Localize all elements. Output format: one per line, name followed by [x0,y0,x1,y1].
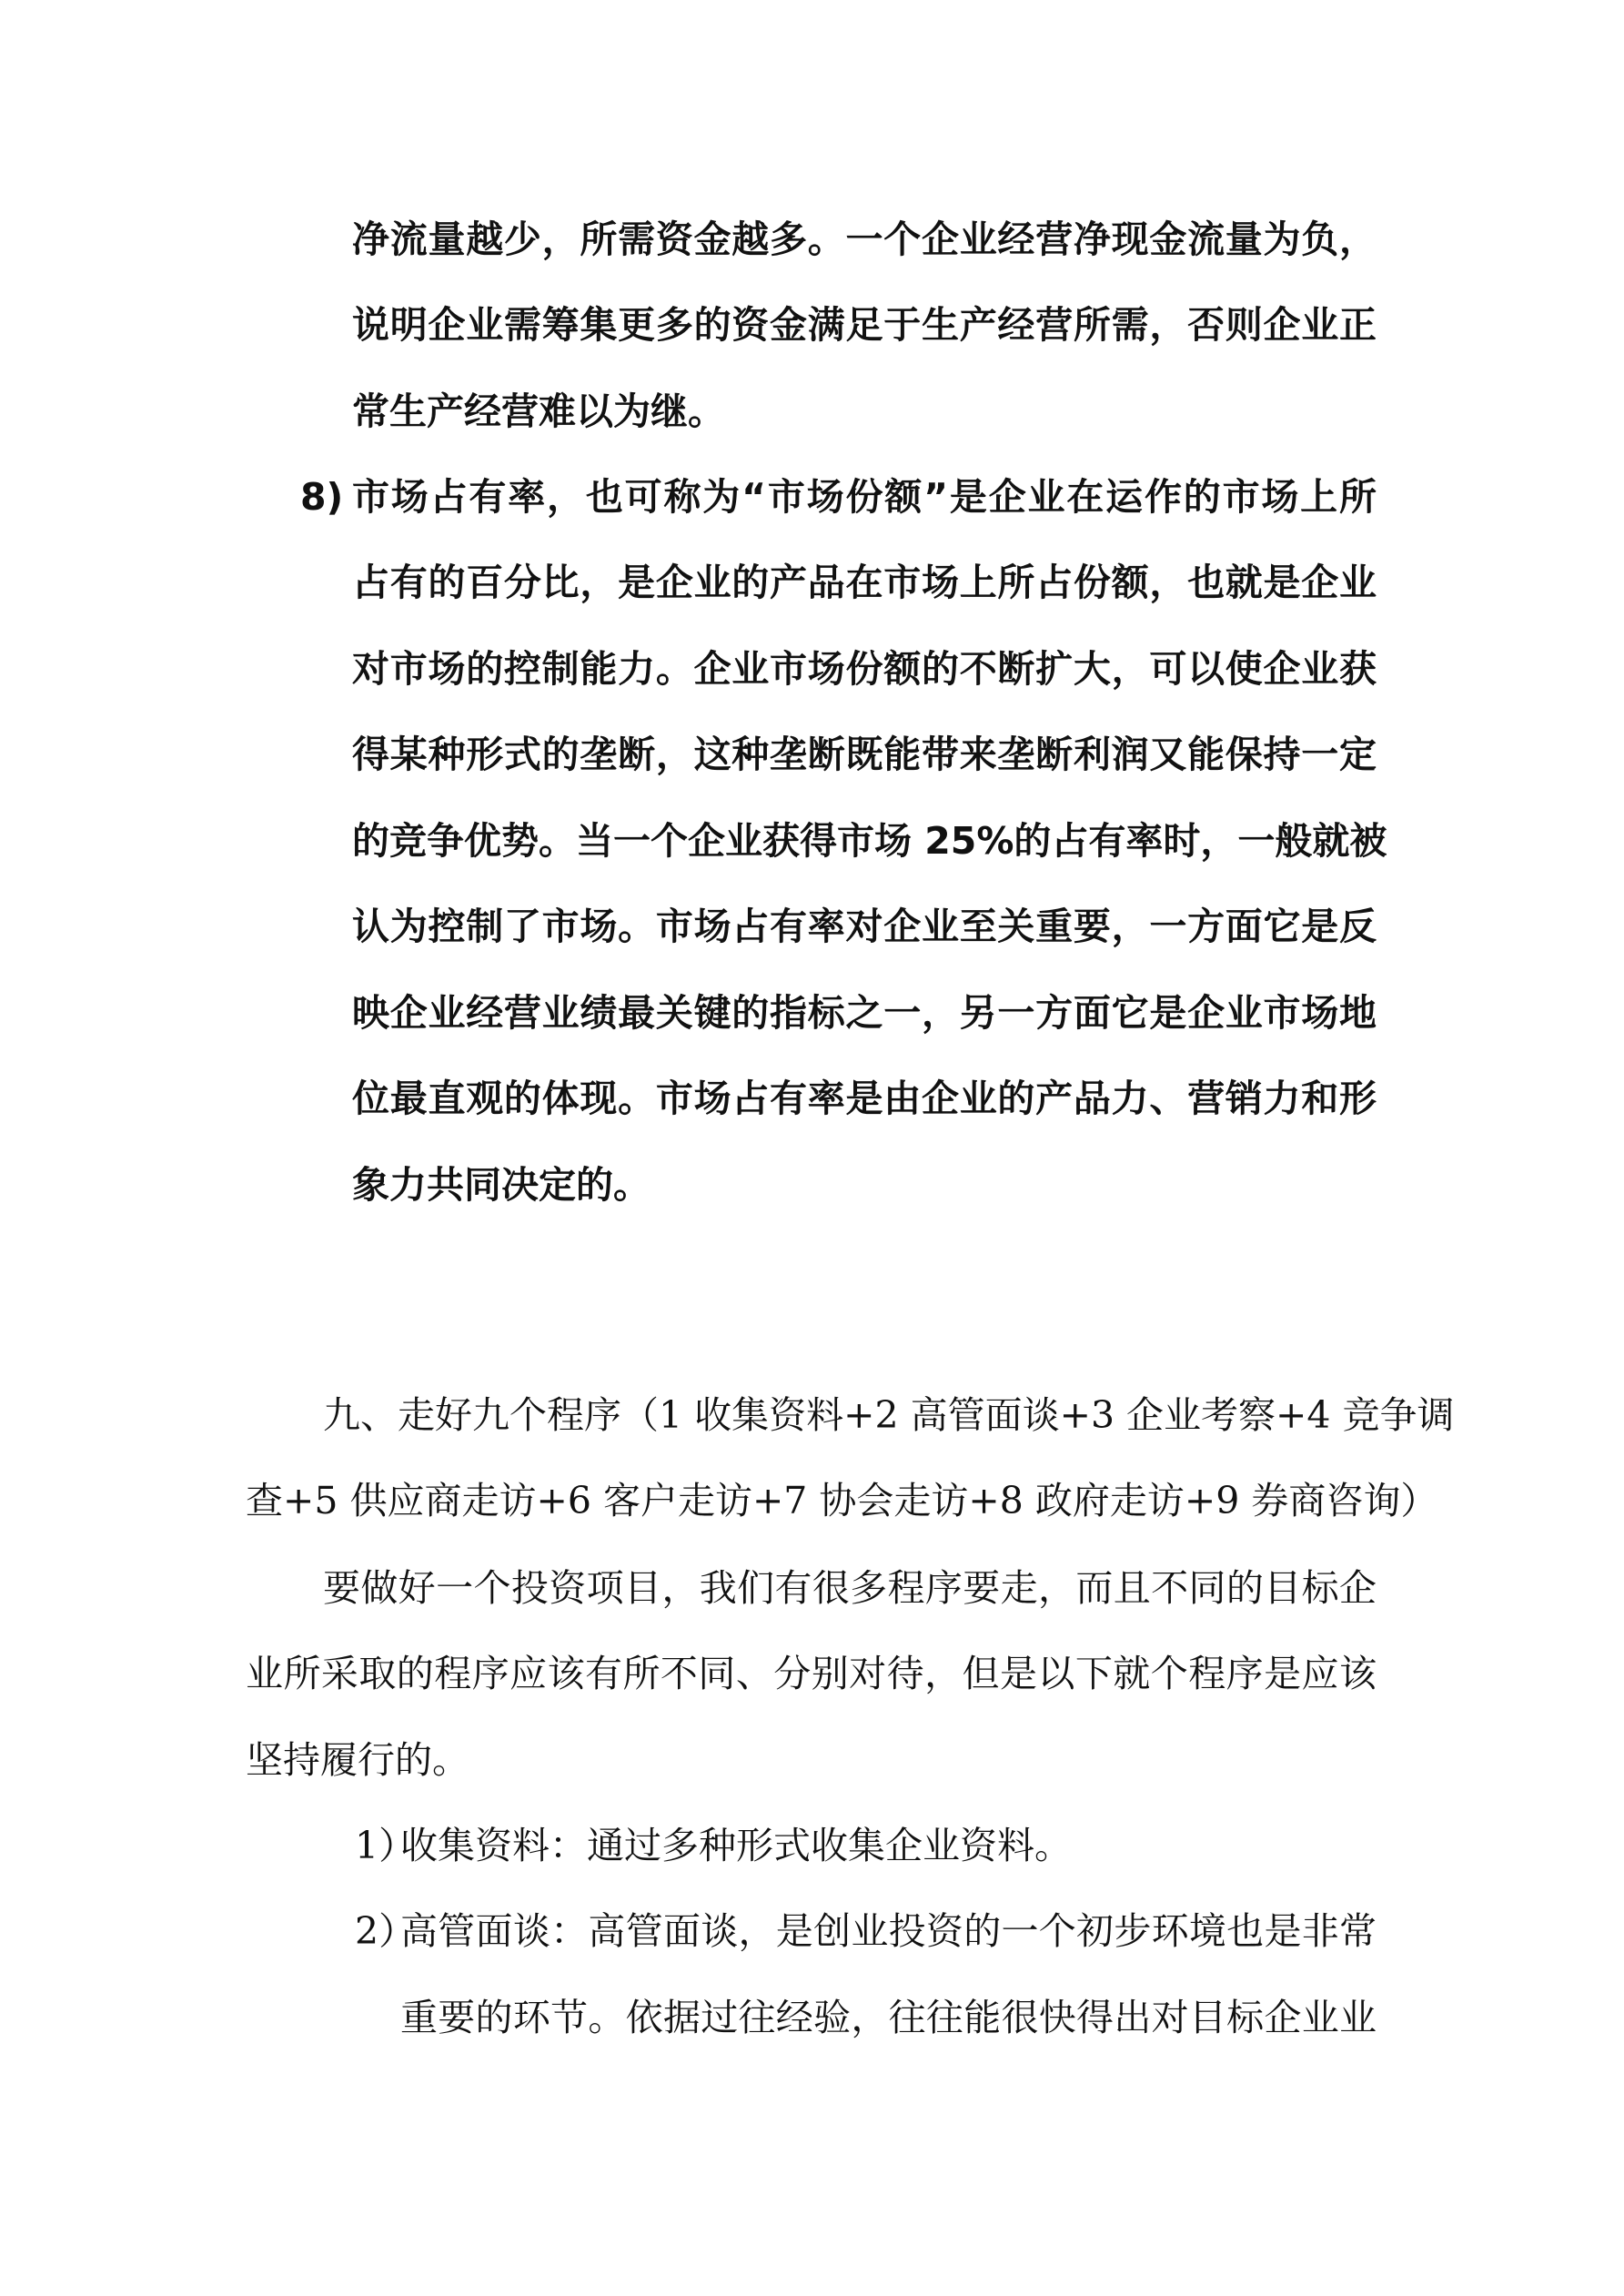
paragraph-line: 得某种形式的垄断，这种垄断既能带来垄断利润又能保持一定 [352,733,1377,776]
paragraph-line: 认为控制了市场。市场占有率对企业至关重要，一方面它是反 [352,905,1377,948]
paragraph-line: 市场占有率，也可称为“市场份额”是企业在运作的市场上所 [352,475,1377,519]
list-item-number: 2） [355,1909,417,1953]
paragraph-line: 象力共同决定的。 [352,1163,651,1207]
paragraph-line: 业所采取的程序应该有所不同、分别对待，但是以下就个程序是应该 [246,1652,1377,1695]
paragraph-line: 位最直观的体现。市场占有率是由企业的产品力、营销力和形 [352,1077,1377,1120]
list-item-text: 高管面谈：高管面谈，是创业投资的一个初步环境也是非常 [400,1909,1377,1953]
paragraph-line: 要做好一个投资项目，我们有很多程序要走，而且不同的目标企 [323,1566,1377,1610]
list-item-number: 8) [300,475,344,519]
list-item-number: 1） [355,1824,417,1867]
list-item-text: 收集资料：通过多种形式收集企业资料。 [400,1824,1072,1867]
paragraph-line: 的竞争优势。当一个企业获得市场 25%的占有率时，一般就被 [352,819,1387,863]
paragraph-line: 坚持履行的。 [246,1738,469,1782]
list-item-text: 重要的环节。依据过往经验，往往能很快得出对目标企业业 [400,1996,1377,2039]
section-heading: 九、走好九个程序（1 收集资料+2 高管面谈+3 企业考察+4 竞争调 [323,1393,1455,1437]
paragraph-line: 净流量越少，所需资金越多。一个企业经营净现金流量为负， [352,217,1377,261]
paragraph-line: 说明企业需筹集更多的资金满足于生产经营所需，否则企业正 [352,303,1377,347]
paragraph-line: 映企业经营业绩最关键的指标之一，另一方面它是企业市场地 [352,991,1377,1035]
paragraph-line: 常生产经营难以为继。 [352,389,725,433]
section-heading: 查+5 供应商走访+6 客户走访+7 协会走访+8 政府走访+9 券商咨询） [246,1479,1438,1522]
paragraph-line: 对市场的控制能力。企业市场份额的不断扩大，可以使企业获 [352,647,1377,691]
paragraph-line: 占有的百分比，是企业的产品在市场上所占份额，也就是企业 [352,561,1377,604]
